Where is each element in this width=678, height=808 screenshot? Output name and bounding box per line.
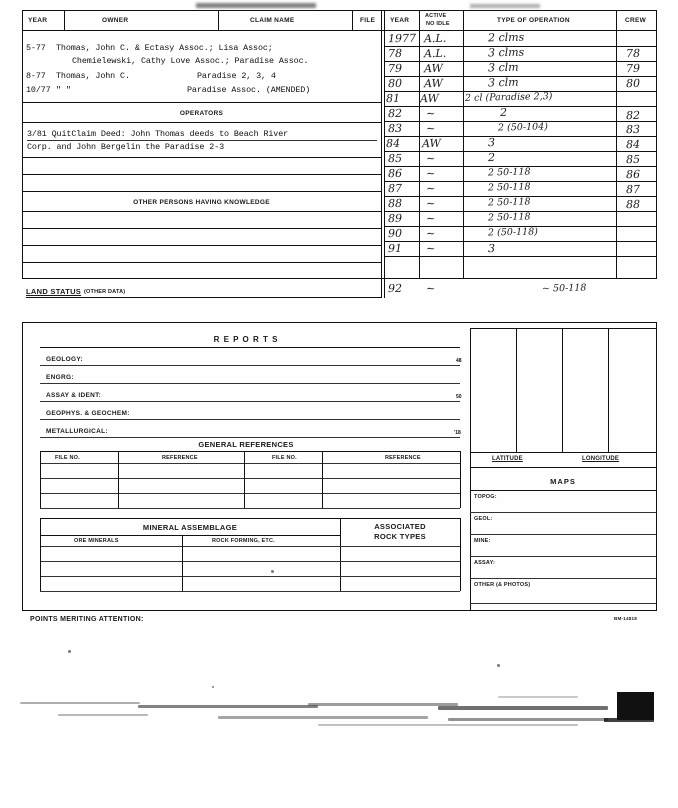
- scan-speck-1: [68, 650, 71, 653]
- table-right-border: [656, 10, 657, 278]
- maps-row-line-2: [470, 556, 656, 557]
- activity-year-14: 91: [387, 241, 403, 256]
- reports-row-pagenum-0: 48: [456, 358, 462, 364]
- operators-row-line-1: [22, 157, 381, 158]
- assoc-row-line-2: [340, 576, 460, 577]
- activity-year-5: 82: [387, 106, 403, 121]
- activity-active-4: AW: [419, 91, 439, 106]
- claims-table-frame: [22, 10, 657, 298]
- activity-operation-13: 2 (50-118): [487, 226, 539, 239]
- reports-row-label-1: ENGRG:: [46, 374, 74, 381]
- activity-year-9: 86: [387, 166, 403, 181]
- activity-operation-12: 2 50-118: [487, 211, 531, 224]
- col-divider-owner: [218, 10, 219, 30]
- lower-block-left-border: [22, 322, 23, 610]
- activity-operation-14: 3: [487, 241, 496, 256]
- owner-row-owner-1: Chemielewski, Cathy Love Assoc.; Paradise Assoc.: [72, 56, 309, 66]
- scan-smudge-top: [196, 3, 316, 8]
- activity-active-12: ~: [425, 211, 436, 226]
- activity-operation-6: 2 (50-104): [497, 121, 549, 134]
- genref-v-4: [460, 451, 461, 508]
- maps-row-label-2: MINE:: [474, 538, 491, 544]
- col-divider-year: [64, 10, 65, 30]
- noise-dash-2: [138, 705, 318, 708]
- owner-row-claim-3: Paradise Assoc. (AMENDED): [187, 85, 311, 95]
- col-divider-claim: [352, 10, 353, 30]
- associated-rock-types-header-line2: ROCK TYPES: [374, 532, 426, 541]
- genref-col-0: FILE NO.: [55, 455, 80, 461]
- header-owner: OWNER: [102, 17, 129, 24]
- header-file: FILE: [360, 17, 376, 24]
- maps-row-line-3: [470, 578, 656, 579]
- header-type-of-operation: TYPE OF OPERATION: [497, 17, 570, 24]
- col-divider-active: [463, 10, 464, 278]
- operators-header: OPERATORS: [179, 110, 224, 117]
- operators-underline: [27, 140, 377, 141]
- points-meriting-attention-label: POINTS MERITING ATTENTION:: [30, 616, 144, 623]
- noise-dash-4: [438, 706, 608, 710]
- noise-dash-6: [218, 716, 428, 719]
- col-divider-year2: [419, 10, 420, 278]
- reports-header: R E P O R T S: [213, 335, 279, 344]
- activity-year-4: 81: [385, 91, 401, 106]
- owner-row-owner-3: " ": [56, 85, 71, 95]
- noise-dash-5: [58, 714, 148, 716]
- owner-row-year-2: 8-77: [26, 71, 46, 81]
- assoc-row-line-1: [340, 561, 460, 562]
- activity-crew-10: 87: [625, 182, 641, 197]
- header-year-activity: YEAR: [390, 17, 410, 24]
- activity-year-3: 80: [387, 76, 403, 91]
- land-status-label: LAND STATUS: [26, 287, 82, 296]
- activity-row-line-14: [384, 256, 656, 257]
- other-persons-line-1: [22, 211, 381, 212]
- activity-active-14: ~: [425, 241, 436, 256]
- owner-row-year-3: 10/77: [26, 85, 51, 95]
- reports-row-line-0: [40, 365, 460, 366]
- activity-year-1: 78: [387, 46, 403, 61]
- activity-operation-1: 3 clms: [487, 45, 525, 60]
- activity-crew-1: 78: [625, 46, 641, 61]
- genref-v-3: [322, 451, 323, 508]
- scan-black-block-tail: [604, 718, 654, 722]
- col-divider-operation: [616, 10, 617, 278]
- assoc-v-right: [460, 518, 461, 591]
- reports-row-label-0: GEOLOGY:: [46, 356, 83, 363]
- land-status-note: (OTHER DATA): [84, 289, 126, 295]
- mineral-v-1: [182, 535, 183, 591]
- activity-year-15: 92: [387, 281, 403, 296]
- activity-year-10: 87: [387, 181, 403, 196]
- maps-row-label-1: GEOL:: [474, 516, 493, 522]
- activity-active-2: AW: [423, 61, 443, 76]
- header-no-idle: NO IDLE: [426, 21, 450, 27]
- lower-block-top-border: [22, 322, 657, 323]
- activity-row-line-4: [384, 106, 656, 107]
- activity-active-5: ~: [425, 106, 436, 121]
- form-code: BM-14818: [614, 616, 638, 621]
- latlong-v-2: [562, 328, 563, 453]
- latlong-v-1: [516, 328, 517, 453]
- lower-forms-block: [22, 322, 657, 622]
- activity-active-13: ~: [425, 226, 436, 241]
- reports-row-pagenum-2: 50: [456, 394, 462, 400]
- reports-row-line-2: [40, 401, 460, 402]
- associated-rock-types-header-line1: ASSOCIATED: [374, 522, 426, 531]
- reports-row-line-3: [40, 419, 460, 420]
- genref-row-line-1: [40, 493, 460, 494]
- activity-crew-8: 85: [625, 152, 641, 167]
- scan-noise-band: [18, 690, 628, 736]
- owner-row-claim-2: Paradise 2, 3, 4: [197, 71, 276, 81]
- table-top-border: [22, 10, 657, 11]
- genref-v-2: [244, 451, 245, 508]
- genref-colhdr-underline: [40, 463, 460, 464]
- activity-operation-8: 2: [487, 150, 496, 165]
- lower-block-bottom-border: [22, 610, 657, 611]
- longitude-label: LONGITUDE: [582, 456, 620, 462]
- activity-crew-7: 84: [625, 137, 641, 152]
- mineral-row-line-1: [40, 576, 340, 577]
- activity-active-1: A.L.: [423, 46, 447, 61]
- activity-crew-6: 83: [625, 122, 641, 137]
- latlong-v-3: [608, 328, 609, 453]
- activity-year-12: 89: [387, 211, 403, 226]
- reports-row-pagenum-4: '18: [454, 430, 461, 436]
- maps-row-line-4: [470, 603, 656, 604]
- genref-v-1: [118, 451, 119, 508]
- scan-black-block: [617, 692, 654, 720]
- activity-year-8: 85: [387, 151, 403, 166]
- activity-operation-2: 3 clm: [487, 60, 519, 75]
- activity-active-11: ~: [425, 196, 436, 211]
- owner-block-bottom: [22, 102, 381, 103]
- activity-operation-9: 2 50-118: [487, 166, 531, 179]
- reports-row-line-4: [40, 437, 460, 438]
- activity-operation-5: 2: [499, 105, 508, 120]
- general-references-header: GENERAL REFERENCES: [198, 440, 294, 449]
- activity-row-line-13: [384, 241, 656, 242]
- owner-row-owner-2: Thomas, John C.: [56, 71, 130, 81]
- reports-header-underline: [40, 347, 460, 348]
- other-persons-line-4: [22, 262, 381, 263]
- mineral-row-line-2: [40, 591, 340, 592]
- mineral-assoc-top-border: [40, 518, 460, 519]
- mineral-header-underline: [40, 535, 340, 536]
- mineral-row-line-0: [40, 561, 340, 562]
- genref-v-0: [40, 451, 41, 508]
- mineral-col-1: ROCK FORMING, ETC.: [212, 538, 275, 544]
- maps-header: MAPS: [550, 477, 576, 486]
- owner-row-owner-0: Thomas, John C. & Ectasy Assoc.; Lisa Assoc;: [56, 43, 273, 53]
- scan-speck-2: [497, 664, 500, 667]
- latlong-label-topline: [470, 452, 656, 453]
- activity-active-8: ~: [425, 151, 436, 166]
- header-bottom-left: [22, 30, 657, 31]
- scan-speck-3: [212, 686, 214, 688]
- genref-row-line-2: [40, 508, 460, 509]
- reports-row-label-2: ASSAY & IDENT:: [46, 392, 102, 399]
- activity-operation-3: 3 clm: [487, 75, 519, 90]
- activity-crew-5: 82: [625, 108, 641, 123]
- activity-row-line-7: [384, 151, 656, 152]
- operators-row-line-3: [22, 191, 381, 192]
- noise-dash-1: [20, 702, 140, 704]
- activity-crew-9: 86: [625, 167, 641, 182]
- mineral-v-0: [40, 518, 41, 591]
- activity-operation-11: 2 50-118: [487, 196, 531, 209]
- lower-block-right-border: [656, 322, 657, 610]
- other-persons-bottom: [22, 278, 657, 279]
- maps-header-underline: [470, 490, 656, 491]
- activity-active-9: ~: [425, 166, 436, 181]
- activity-active-7: AW: [421, 136, 441, 151]
- activity-year-6: 83: [387, 121, 403, 136]
- maps-row-label-4: OTHER (& PHOTOS): [474, 582, 531, 588]
- activity-year-13: 90: [387, 226, 403, 241]
- reports-row-line-1: [40, 383, 460, 384]
- activity-year-7: 84: [385, 136, 401, 151]
- activity-active-6: ~: [425, 121, 436, 136]
- reports-row-label-3: GEOPHYS. & GEOCHEM:: [46, 410, 130, 417]
- activity-crew-3: 80: [625, 76, 641, 91]
- genref-col-2: FILE NO.: [272, 455, 297, 461]
- operators-text-line-1: Corp. and John Bergelin the Paradise 2-3: [27, 142, 225, 152]
- activity-operation-15: ~ 50-118: [541, 282, 587, 295]
- assoc-row-line-0: [340, 546, 460, 547]
- noise-dash-7: [448, 718, 608, 721]
- mineral-assemblage-header: MINERAL ASSEMBLAGE: [142, 523, 238, 532]
- owner-row-year-0: 5-77: [26, 43, 46, 53]
- activity-operation-7: 3: [487, 135, 496, 150]
- latitude-label: LATITUDE: [492, 456, 523, 462]
- scan-speck-mineral: [271, 570, 274, 573]
- header-claim-name: CLAIM NAME: [250, 17, 295, 24]
- scan-smudge-top-right: [470, 4, 540, 8]
- table-center-divider-2: [384, 10, 385, 298]
- operators-row-line-2: [22, 174, 381, 175]
- maps-row-label-0: TOPOG:: [474, 494, 497, 500]
- maps-row-line-1: [470, 534, 656, 535]
- mineral-col-0: ORE MINERALS: [74, 538, 119, 544]
- operators-text-line-0: 3/81 QuitClaim Deed: John Thomas deeds to Beach River: [27, 129, 289, 139]
- noise-dash-3: [308, 703, 458, 706]
- activity-active-3: AW: [423, 76, 443, 91]
- operators-header-bottom: [22, 122, 381, 123]
- claims-table: [22, 10, 657, 308]
- activity-year-2: 79: [387, 61, 403, 76]
- reports-row-label-4: METALLURGICAL:: [46, 428, 108, 435]
- maps-row-label-3: ASSAY:: [474, 560, 496, 566]
- other-persons-line-2: [22, 228, 381, 229]
- mineral-colhdr-underline: [40, 546, 340, 547]
- table-left-border: [22, 10, 23, 278]
- other-persons-header: OTHER PERSONS HAVING KNOWLEDGE: [133, 199, 270, 206]
- noise-dash-9: [498, 696, 578, 698]
- activity-crew-11: 88: [625, 197, 641, 212]
- genref-row-line-0: [40, 478, 460, 479]
- activity-active-15: ~: [425, 281, 436, 296]
- activity-active-10: ~: [425, 181, 436, 196]
- genref-col-1: REFERENCE: [162, 455, 198, 461]
- assoc-row-line-3: [340, 591, 460, 592]
- genref-header-underline: [40, 451, 460, 452]
- activity-operation-10: 2 50-118: [487, 181, 531, 194]
- table-center-divider: [381, 10, 382, 298]
- header-year: YEAR: [28, 17, 48, 24]
- lower-center-divider: [470, 328, 471, 610]
- activity-year-11: 88: [387, 196, 403, 211]
- genref-col-3: REFERENCE: [385, 455, 421, 461]
- land-status-underline: [26, 297, 381, 298]
- header-crew: CREW: [625, 17, 647, 24]
- noise-dash-8: [318, 724, 578, 726]
- other-persons-line-3: [22, 245, 381, 246]
- latlong-bottom-border: [470, 467, 656, 468]
- activity-crew-2: 79: [625, 61, 641, 76]
- activity-operation-0: 2 clms: [487, 30, 525, 45]
- header-active: ACTIVE: [425, 13, 447, 19]
- maps-row-line-0: [470, 512, 656, 513]
- activity-active-0: A.L.: [423, 31, 447, 46]
- activity-year-0: 1977: [387, 31, 417, 46]
- activity-operation-4: 2 cl (Paradise 2,3): [464, 91, 553, 104]
